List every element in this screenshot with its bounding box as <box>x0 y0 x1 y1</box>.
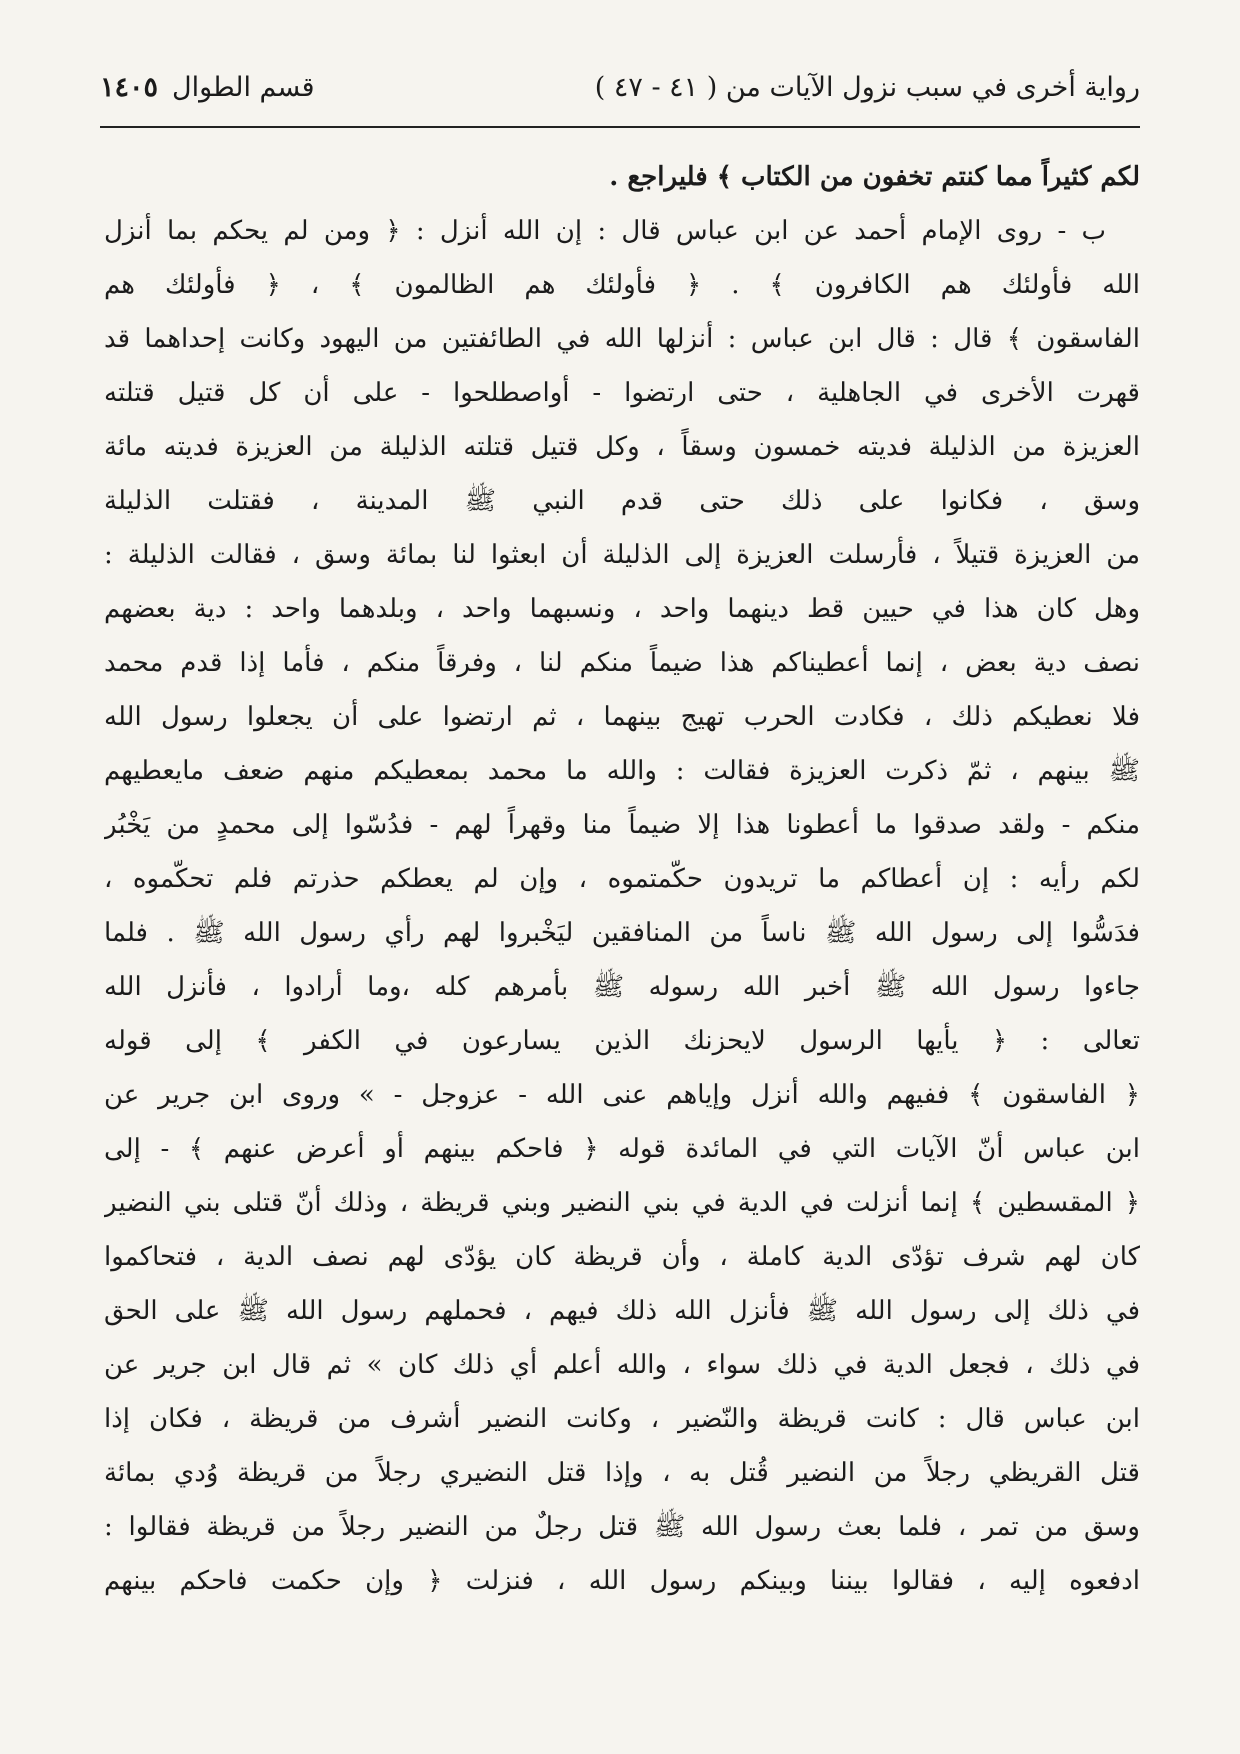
text-line: نصف دية بعض ، إنما أعطيناكم هذا ضيماً منكم لنا ، وفرقاً منكم ، فأما إذا قدم محمد <box>104 648 1140 678</box>
text-line: الله فأولئك هم الكافرون ﴾ . ﴿ فأولئك هم الظالمون ﴾ ، ﴿ فأولئك هم <box>104 270 1140 300</box>
text-line: في ذلك ، فجعل الدية في ذلك سواء ، والله أعلم أي ذلك كان » ثم قال ابن جرير عن <box>104 1350 1140 1380</box>
text-line: ادفعوه إليه ، فقالوا بيننا وبينكم رسول الله ، فنزلت ﴿ وإن حكمت فاحكم بينهم <box>104 1566 1140 1596</box>
text-line: وهل كان هذا في حيين قط دينهما واحد ، ونسبهما واحد ، وبلدهما واحد : دية بعضهم <box>104 594 1140 624</box>
text-line: ابن عباس أنّ الآيات التي في المائدة قوله ﴿ فاحكم بينهم أو أعرض عنهم ﴾ - إلى <box>104 1134 1140 1164</box>
running-title: رواية أخرى في سبب نزول الآيات من ( ٤١ - ٤٧ ) <box>594 72 1140 103</box>
header-rule <box>100 126 1140 128</box>
text-line: في ذلك إلى رسول الله ﷺ فأنزل الله ذلك فيهم ، فحملهم رسول الله ﷺ على الحق <box>104 1296 1140 1326</box>
text-line: من العزيزة قتيلاً ، فأرسلت العزيزة إلى الذليلة أن ابعثوا لنا بمائة وسق ، فقالت الذليلة : <box>104 540 1140 570</box>
text-line: ابن عباس قال : كانت قريظة والنّضير ، وكانت النضير أشرف من قريظة ، فكان إذا <box>104 1404 1140 1434</box>
text-line: فدَسُّوا إلى رسول الله ﷺ ناساً من المنافقين ليَخْبروا لهم رأي رسول الله ﷺ . فلما <box>104 918 1140 948</box>
page-number: ١٤٠٥ <box>100 72 159 103</box>
text-line: ﴿ الفاسقون ﴾ ففيهم والله أنزل وإياهم عنى الله - عزوجل - » وروى ابن جرير عن <box>104 1080 1140 1110</box>
text-line: لكم كثيراً مما كنتم تخفون من الكتاب ﴾ فليراجع . <box>609 162 1140 192</box>
text-line: ب - روى الإمام أحمد عن ابن عباس قال : إن الله أنزل : ﴿ ومن لم يحكم بما أنزل <box>104 216 1106 246</box>
text-line: قهرت الأخرى في الجاهلية ، حتى ارتضوا - أواصطلحوا - على أن كل قتيل قتلته <box>104 378 1140 408</box>
section-label: قسم الطوال <box>172 72 315 103</box>
text-line: قتل القريظي رجلاً من النضير قُتل به ، وإذا قتل النضيري رجلاً من قريظة وُدي بمائة <box>104 1458 1140 1488</box>
text-line: وسق ، فكانوا على ذلك حتى قدم النبي ﷺ المدينة ، فقتلت الذليلة <box>104 486 1140 516</box>
body-text <box>104 150 1140 1608</box>
section-label-group <box>100 72 315 103</box>
text-line: ﷺ بينهم ، ثمّ ذكرت العزيزة فقالت : والله ما محمد بمعطيكم منهم ضعف مايعطيهم <box>104 756 1140 786</box>
text-line: العزيزة من الذليلة فديته خمسون وسقاً ، وكل قتيل قتلته الذليلة من العزيزة فديته مائة <box>104 432 1140 462</box>
text-line: منكم - ولقد صدقوا ما أعطونا هذا إلا ضيماً منا وقهراً لهم - فدُسّوا إلى محمدٍ من يَخْبُر <box>104 810 1140 840</box>
text-line: جاءوا رسول الله ﷺ أخبر الله رسوله ﷺ بأمرهم كله ،وما أرادوا ، فأنزل الله <box>104 972 1140 1002</box>
text-line: كان لهم شرف تؤدّى الدية كاملة ، وأن قريظة كان يؤدّى لهم نصف الدية ، فتحاكموا <box>104 1242 1140 1272</box>
text-line: الفاسقون ﴾ قال : قال ابن عباس : أنزلها الله في الطائفتين من اليهود وكانت إحداهما قد <box>104 324 1140 354</box>
page-header <box>100 66 1140 116</box>
text-line: وسق من تمر ، فلما بعث رسول الله ﷺ قتل رجلٌ من النضير رجلاً من قريظة فقالوا : <box>104 1512 1140 1542</box>
text-line: فلا نعطيكم ذلك ، فكادت الحرب تهيج بينهما ، ثم ارتضوا على أن يجعلوا رسول الله <box>104 702 1140 732</box>
text-line: لكم رأيه : إن أعطاكم ما تريدون حكّمتموه ، وإن لم يعطكم حذرتم فلم تحكّموه ، <box>104 864 1140 894</box>
text-line: تعالى : ﴿ يأيها الرسول لايحزنك الذين يسارعون في الكفر ﴾ إلى قوله <box>104 1026 1140 1056</box>
text-line: ﴿ المقسطين ﴾ إنما أنزلت في الدية في بني النضير وبني قريظة ، وذلك أنّ قتلى بني النضير <box>104 1188 1140 1218</box>
